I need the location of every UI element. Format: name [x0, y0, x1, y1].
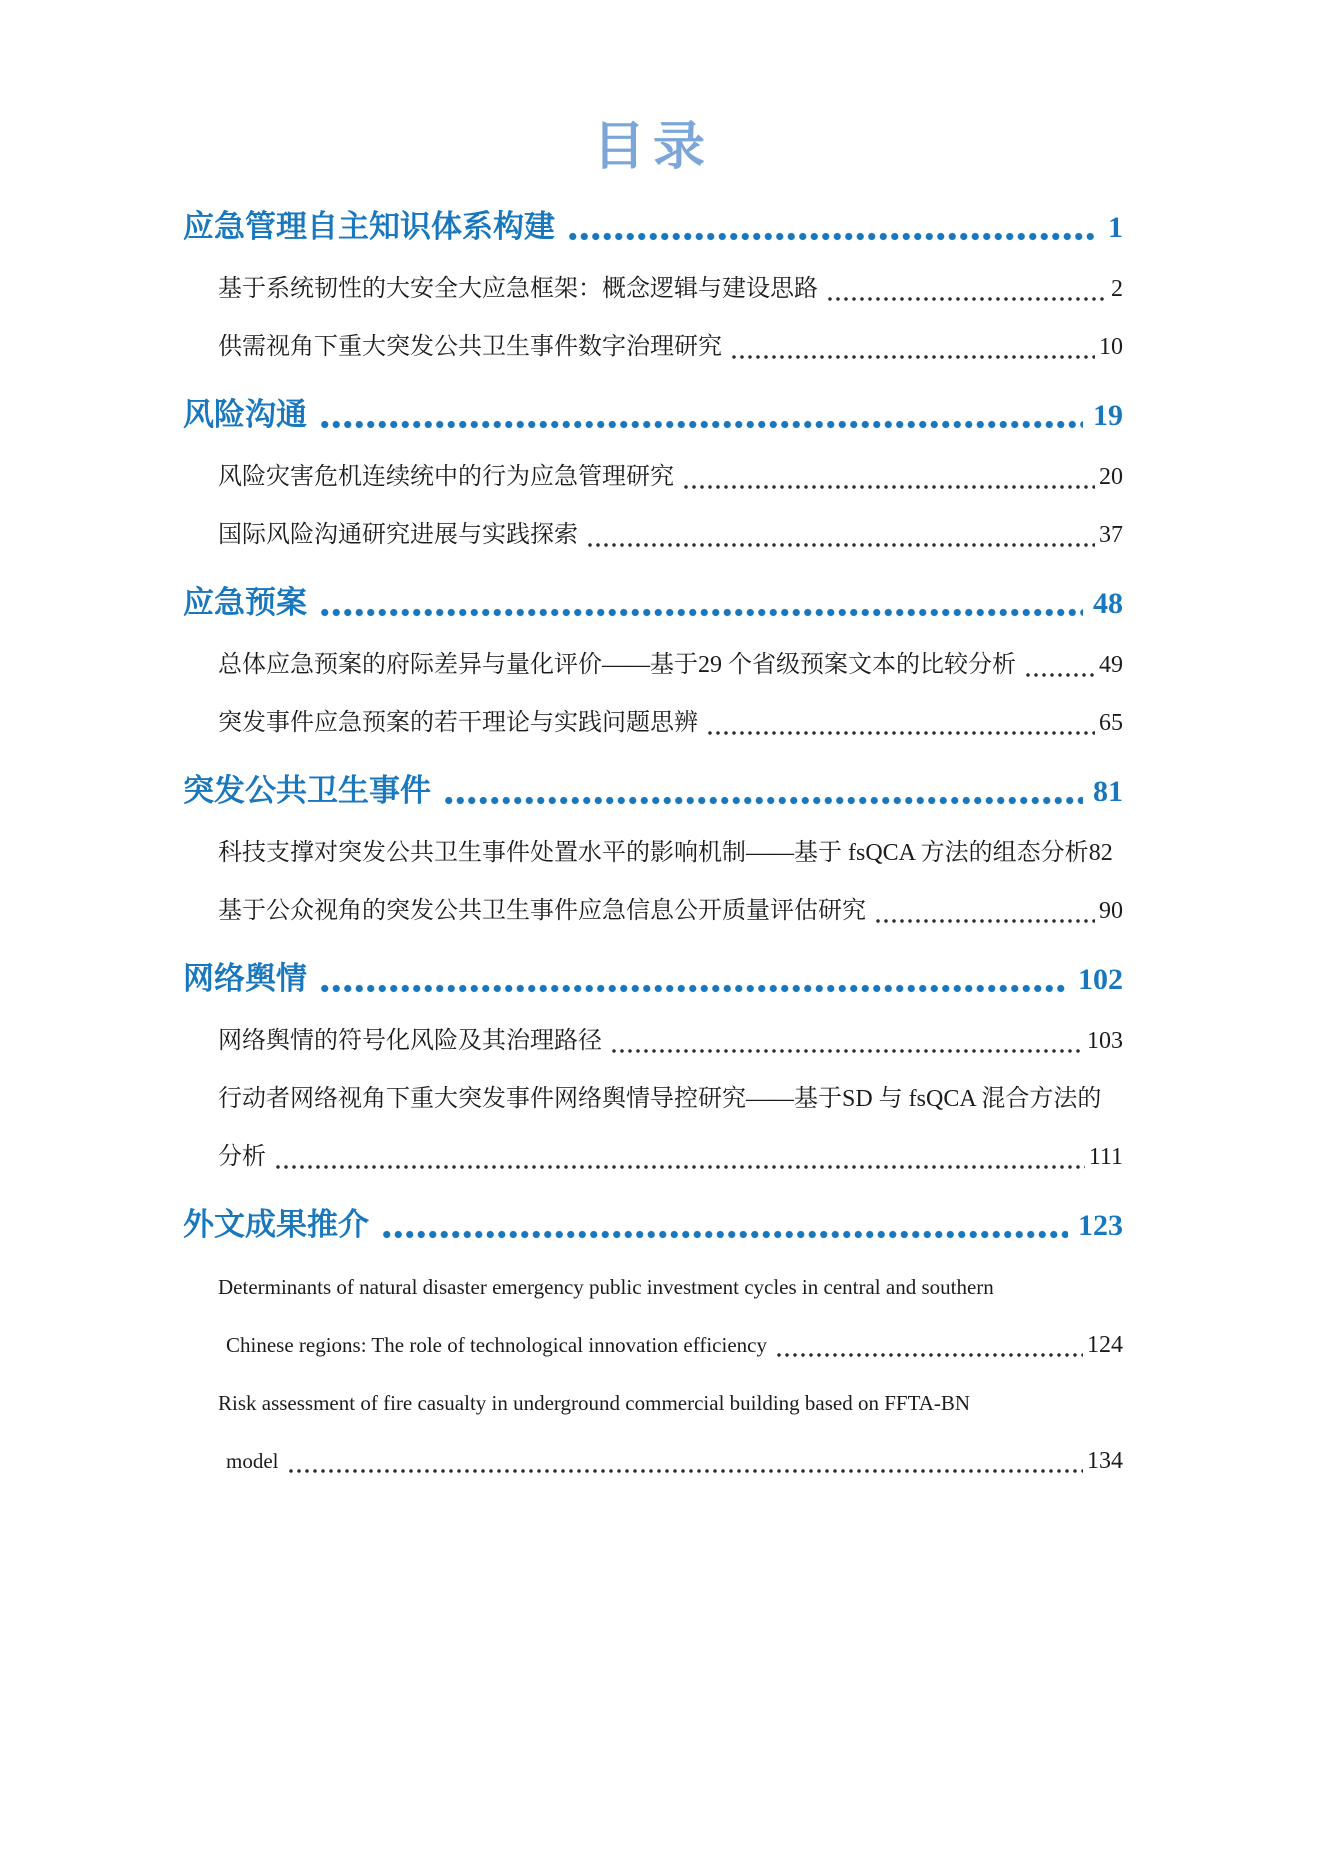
toc-item-label: 突发事件应急预案的若干理论与实践问题思辨 [218, 710, 698, 736]
toc-entry-row[interactable] [183, 459, 1123, 496]
toc-entry-row[interactable] [183, 705, 1123, 742]
toc-entry-row[interactable] [183, 1327, 1123, 1364]
toc-page-number: 134 [1087, 1448, 1123, 1474]
toc-item-label: Chinese regions: The role of technological innovation efficiency [226, 1333, 767, 1357]
toc-page-number: 19 [1093, 399, 1123, 432]
toc-item-label: 国际风险沟通研究进展与实践探索 [218, 522, 578, 548]
toc-section-row[interactable] [183, 393, 1123, 438]
toc-page-number: 20 [1099, 464, 1123, 490]
toc-entry-row[interactable] [183, 893, 1123, 930]
toc-entry-row[interactable] [183, 271, 1123, 308]
toc-page-number: 10 [1099, 334, 1123, 360]
toc-page-number: 123 [1078, 1209, 1123, 1242]
toc-item-label: Determinants of natural disaster emergency public investment cycles in central and southern [218, 1275, 994, 1299]
dot-leader-icon [872, 918, 1095, 924]
toc-item-label: 基于系统韧性的大安全大应急框架：概念逻辑与建设思路 [218, 276, 818, 302]
toc-section-row[interactable] [183, 957, 1123, 1002]
toc-page-number: 49 [1099, 652, 1123, 678]
toc-page-number: 102 [1078, 963, 1123, 996]
toc-item-label: 分析 [218, 1144, 266, 1170]
toc-entry-row[interactable] [183, 1269, 1123, 1306]
dot-leader-icon [317, 984, 1068, 993]
toc-page-number: 82 [1088, 840, 1113, 866]
dot-leader-icon [824, 296, 1107, 302]
dot-leader-icon [441, 796, 1083, 805]
toc-item-label: 总体应急预案的府际差异与量化评价——基于29 个省级预案文本的比较分析 [218, 652, 1016, 678]
toc-entry-row[interactable] [183, 1023, 1123, 1060]
toc-page-number: 111 [1088, 1144, 1123, 1170]
dot-leader-icon [584, 542, 1095, 548]
dot-leader-icon [680, 484, 1095, 490]
toc-item-label: 网络舆情的符号化风险及其治理路径 [218, 1028, 602, 1054]
toc-item-label: 应急预案 [183, 585, 307, 620]
toc-item-label: 突发公共卫生事件 [183, 773, 431, 808]
dot-leader-icon [379, 1230, 1068, 1239]
toc-page-number: 37 [1099, 522, 1123, 548]
toc-page-number: 2 [1111, 276, 1123, 302]
dot-leader-icon [317, 420, 1083, 429]
toc-entry-row[interactable] [183, 835, 1123, 872]
toc-section-row[interactable] [183, 1203, 1123, 1248]
toc-list [183, 205, 1123, 1480]
toc-page-number: 103 [1087, 1028, 1123, 1054]
toc-entry-row[interactable] [183, 1081, 1123, 1118]
toc-item-label: 行动者网络视角下重大突发事件网络舆情导控研究——基于SD 与 fsQCA 混合方法的 [218, 1086, 1102, 1112]
toc-item-label: 网络舆情 [183, 961, 307, 996]
toc-section-row[interactable] [183, 769, 1123, 814]
dot-leader-icon [608, 1048, 1083, 1054]
page-title: 目录 [592, 118, 713, 176]
toc-entry-row[interactable] [183, 647, 1123, 684]
toc-section-row[interactable] [183, 205, 1123, 250]
toc-page-number: 81 [1093, 775, 1123, 808]
toc-item-label: 风险沟通 [183, 397, 307, 432]
toc-entry-row[interactable] [183, 1139, 1123, 1176]
toc-page-number: 48 [1093, 587, 1123, 620]
toc-item-label: model [226, 1449, 279, 1473]
toc-item-label: Risk assessment of fire casualty in underground commercial building based on FFTA-BN [218, 1391, 971, 1415]
toc-page-number: 90 [1099, 898, 1123, 924]
toc-page-number: 65 [1099, 710, 1123, 736]
dot-leader-icon [1022, 672, 1095, 678]
toc-item-label: 基于公众视角的突发公共卫生事件应急信息公开质量评估研究 [218, 898, 866, 924]
dot-leader-icon [565, 232, 1098, 241]
toc-entry-row[interactable] [183, 1443, 1123, 1480]
toc-entry-row[interactable] [183, 329, 1123, 366]
toc-item-label: 应急管理自主知识体系构建 [183, 209, 555, 244]
toc-page-number: 124 [1087, 1332, 1123, 1358]
toc-item-label: 风险灾害危机连续统中的行为应急管理研究 [218, 464, 674, 490]
dot-leader-icon [704, 730, 1095, 736]
dot-leader-icon [285, 1468, 1084, 1474]
toc-item-label: 外文成果推介 [183, 1207, 369, 1242]
toc-page-number: 1 [1108, 211, 1123, 244]
toc-section-row[interactable] [183, 581, 1123, 626]
toc-entry-row[interactable] [183, 517, 1123, 554]
toc-entry-row[interactable] [183, 1385, 1123, 1422]
dot-leader-icon [773, 1352, 1083, 1358]
toc-item-label: 科技支撑对突发公共卫生事件处置水平的影响机制——基于 fsQCA 方法的组态分析 [218, 840, 1089, 866]
dot-leader-icon [728, 354, 1095, 360]
dot-leader-icon [317, 608, 1083, 617]
toc-item-label: 供需视角下重大突发公共卫生事件数字治理研究 [218, 334, 722, 360]
dot-leader-icon [272, 1164, 1085, 1170]
